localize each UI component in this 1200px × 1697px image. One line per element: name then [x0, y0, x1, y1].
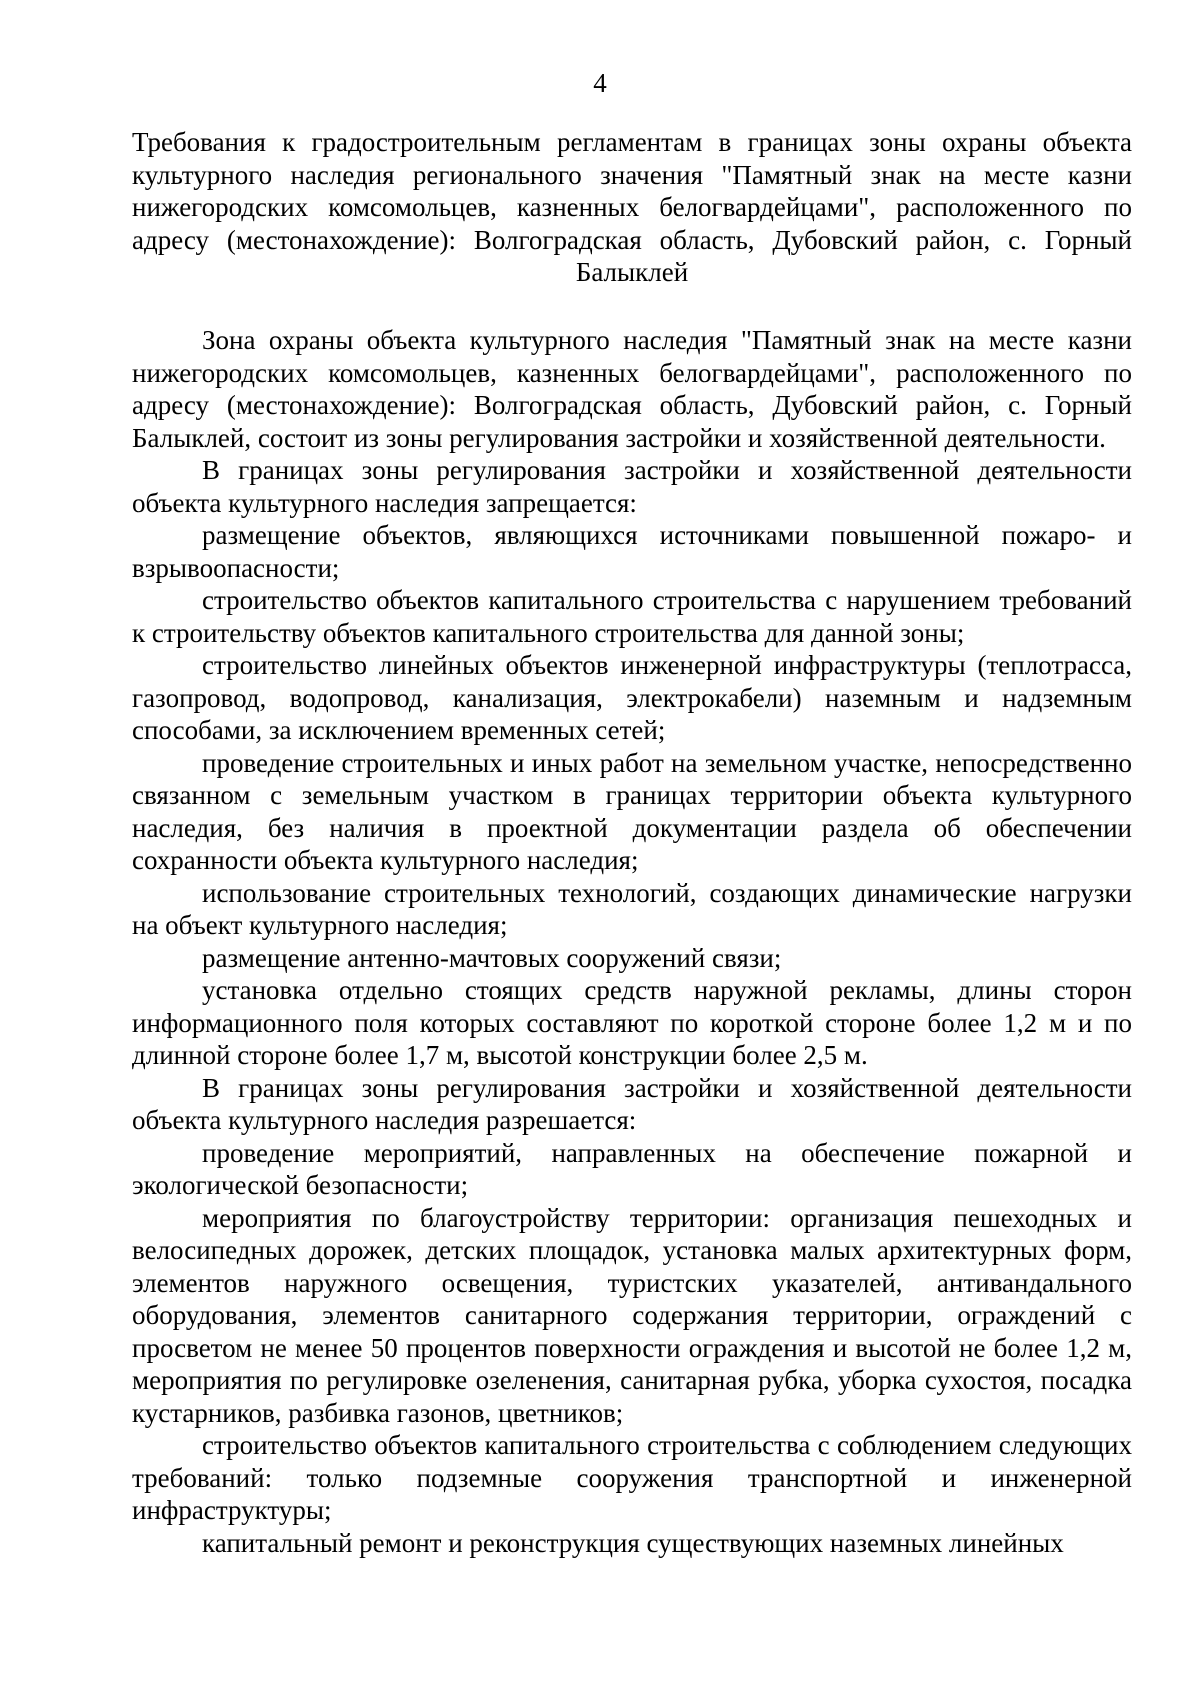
page-number: 4 — [593, 68, 607, 98]
list-item-prohibited: размещение антенно-мачтовых сооружений связи; — [202, 942, 782, 973]
list-item-permitted: капитальный ремонт и реконструкция существующих наземных линейных — [202, 1527, 1064, 1558]
paragraph-prohibited-intro: В границах зоны регулирования застройки и хозяйственной деятельности объекта культурного наследия запрещается: — [132, 455, 1132, 518]
paragraph-permitted-intro: В границах зоны регулирования застройки и хозяйственной деятельности объекта культурного наследия разрешается: — [132, 1072, 1132, 1135]
list-item-permitted: проведение мероприятий, направленных на обеспечение пожарной и экологической безопасности; — [132, 1137, 1132, 1200]
list-item-permitted: мероприятия по благоустройству территории: организация пешеходных и велосипедных дорожек, детских площадок, установка малых архитектурных форм, элементов наружного освещения, туристских указателей, антивандального оборудования, элементов санитарного содержания территории, ограждений с просветом не менее 50 процентов поверхности ограждения и высотой не более 1,2 м, мероприятия по регулировке озеленения, санитарная рубка, уборка сухостоя, посадка кустарников, разбивка газонов, цветников; — [132, 1202, 1132, 1428]
list-item-prohibited: размещение объектов, являющихся источниками повышенной пожаро- и взрывоопасности; — [132, 520, 1132, 583]
paragraph-zone-description: Зона охраны объекта культурного наследия "Памятный знак на месте казни нижегородских комсомольцев, казненных белогвардейцами", расположенного по адресу (местонахождение): Волгоградская область, Дубовский район, с. Горный Балыклей, состоит из зоны регулирования застройки и хозяйственной деятельности. — [132, 325, 1132, 453]
list-item-prohibited: установка отдельно стоящих средств наружной рекламы, длины сторон информационного поля которых составляют по короткой стороне более 1,2 м и по длинной стороне более 1,7 м, высотой конструкции более 2,5 м. — [132, 975, 1132, 1070]
list-item-prohibited: строительство объектов капитального строительства с нарушением требований к строительству объектов капитального строительства для данной зоны; — [132, 585, 1132, 648]
list-item-permitted: строительство объектов капитального строительства с соблюдением следующих требований: только подземные сооружения транспортной и инженерной инфраструктуры; — [132, 1430, 1132, 1525]
document-body — [132, 324, 1132, 1559]
list-item-prohibited: проведение строительных и иных работ на земельном участке, непосредственно связанном с земельным участком в границах территории объекта культурного наследия, без наличия в проектной документации раздела об обеспечении сохранности объекта культурного наследия; — [132, 747, 1132, 875]
document-title: Требования к градостроительным регламентам в границах зоны охраны объекта культурного наследия регионального значения "Памятный знак на месте казни нижегородских комсомольцев, казненных белогвардейцами", расположенного по адресу (местонахождение): Волгоградская область, Дубовский район, с. Горный Балыклей — [132, 127, 1132, 287]
list-item-prohibited: использование строительных технологий, создающих динамические нагрузки на объект культурного наследия; — [132, 877, 1132, 940]
list-item-prohibited: строительство линейных объектов инженерной инфраструктуры (теплотрасса, газопровод, водопровод, канализация, электрокабели) наземным и надземным способами, за исключением временных сетей; — [132, 650, 1132, 745]
